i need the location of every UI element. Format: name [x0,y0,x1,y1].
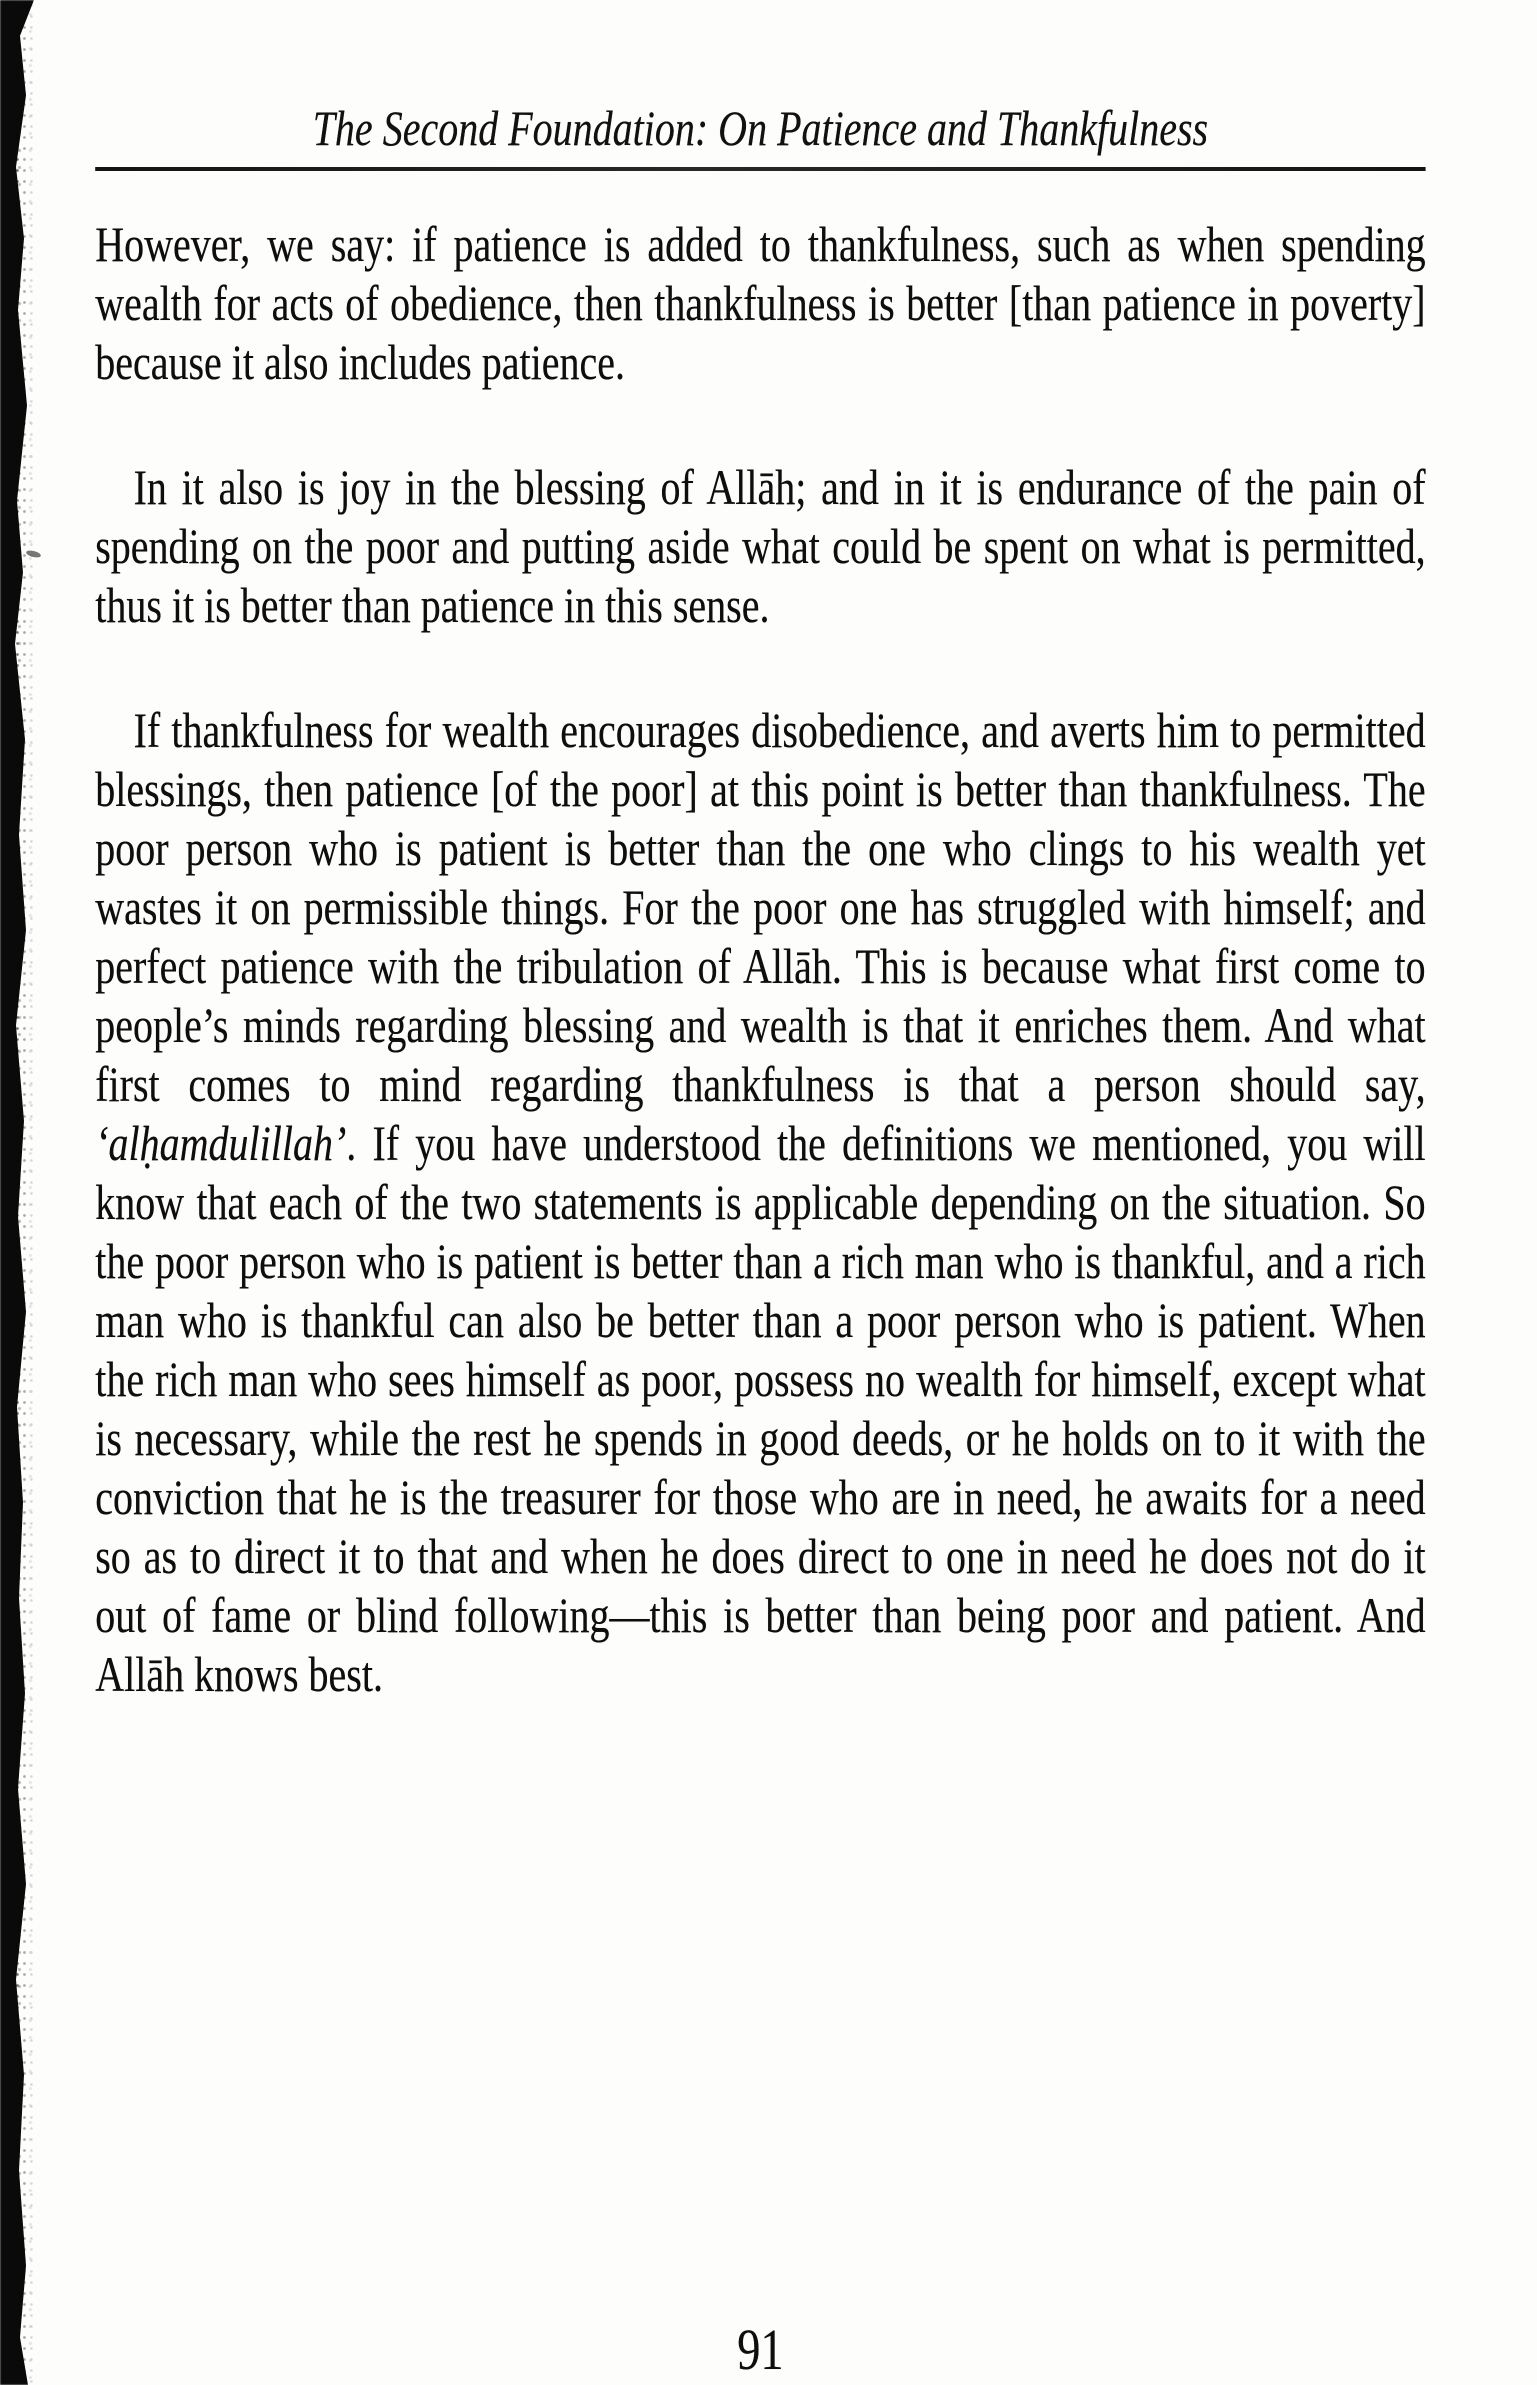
paragraph-3 [95,701,1425,1704]
paragraph-3-text-after: . If you have understood the definitions we mentioned, you will know that each of the two statements is applicable depending on the situation. So the poor person who is patient is better than a rich man who is thankful, and a rich man who is thankful can also be better than a poor person who is patient. When the rich man who sees himself as poor, possess no wealth for himself, except what is necessary, while the rest he spends in good deeds, or he holds on to it with the conviction that he is the treasurer for those who are in need, he awaits for a need so as to direct it to that and when he does direct to one in need he does not do it out of fame or blind following—this is better than being poor and patient. And Allāh knows best. [95,1115,1426,1702]
paragraph-3-italic-phrase: ‘alḥamdulillah’ [95,1115,347,1171]
page-number: 91 [737,2317,784,2382]
running-header-title: The Second Foundation: On Patience and Thankfulness [312,100,1209,156]
paragraph-2: In it also is joy in the blessing of Allāh; and in it is endurance of the pain of spending on the poor and putting aside what could be spent on what is permitted, thus it is better than patience in this sense. [95,459,1426,633]
header-rule [95,167,1425,171]
paragraph-1: However, we say: if patience is added to thankfulness, such as when spending wealth for acts of obedience, then thankfulness is better [than patience in poverty] because it also includes patience. [95,216,1426,390]
body-text [95,215,1425,1704]
paragraph-3-text-before: If thankfulness for wealth encourages disobedience, and averts him to permitted blessings, then patience [of the poor] at this point is better than thankfulness. The poor person who is patient is better than the one who clings to his wealth yet wastes it on permissible things. For the poor one has struggled with himself; and perfect patience with the tribulation of Allāh. This is because what first come to people’s minds regarding blessing and wealth is that it enriches them. And what first comes to mind regarding thankfulness is that a person should say, [95,702,1426,1112]
